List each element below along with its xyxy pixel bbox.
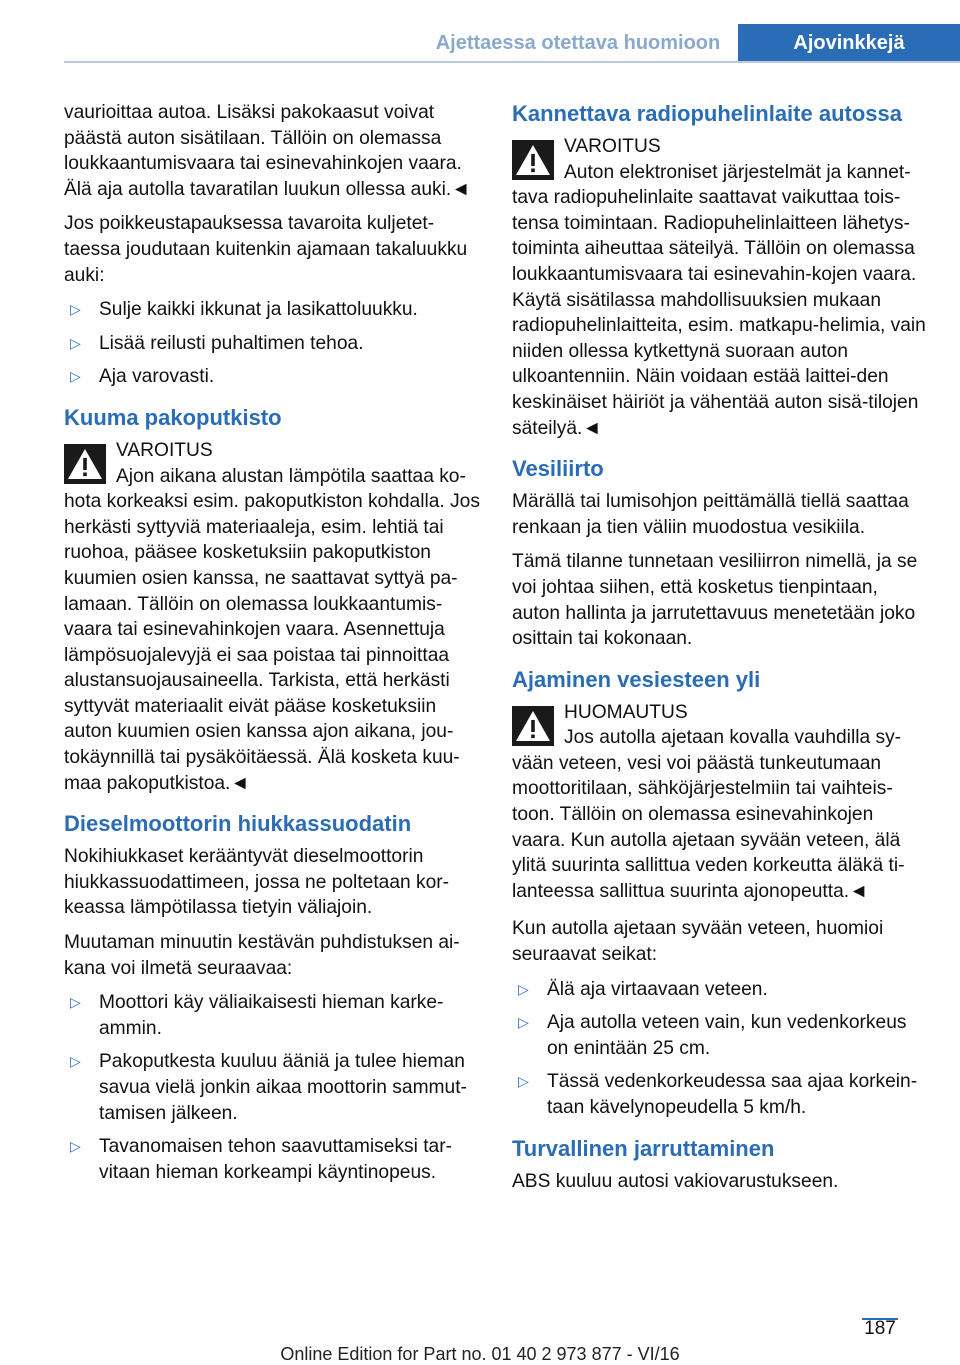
triangle-bullet-icon: ▷ bbox=[70, 368, 81, 385]
triangle-bullet-icon: ▷ bbox=[70, 334, 81, 351]
section-heading: Turvallinen jarruttaminen bbox=[512, 1135, 775, 1161]
paragraph: Nokihiukkaset kerääntyvät dieselmoottorin hiukkassuodattimeen, jossa ne poltetaan kor-keassa lämpötilassa tietyin väliajoin. bbox=[64, 846, 450, 919]
notice-block bbox=[512, 700, 928, 905]
left-column bbox=[64, 100, 480, 1195]
section-heading: Kannettava radiopuhelinlaite autossa bbox=[512, 101, 902, 126]
breadcrumb-chapter[interactable]: Ajettaessa otettava huomioon bbox=[435, 31, 721, 54]
triangle-bullet-icon: ▷ bbox=[70, 1053, 81, 1070]
list-item: ▷ Pakoputkesta kuuluu ääniä ja tulee hieman savua vielä jonkin aikaa moottorin sammut-tamisen jälkeen. bbox=[70, 1051, 467, 1124]
list-item: ▷ Aja autolla veteen vain, kun vedenkorkeus on enintään 25 cm. bbox=[518, 1012, 907, 1059]
section-heading: Ajaminen vesiesteen yli bbox=[512, 666, 761, 692]
list-item: ▷ Älä aja virtaavaan veteen. bbox=[512, 977, 928, 1003]
section-heading: Kuuma pakoputkisto bbox=[64, 404, 282, 430]
section-heading: Dieselmoottorin hiukkassuodatin bbox=[64, 811, 412, 837]
warning-text: Ajon aikana alustan lämpötila saattaa ko-hota korkeaksi esim. pakoputkiston kohdalla. Jos herkästi syttyviä materiaaleja, esim. lehtiä tai ruohoa, pääsee kosketuksiin pakoputkiston kuumien osien kanssa, ne saattavat syttyä pa-lamaan. Tällöin on olemassa loukkaantumis-vaara tai esinevahinkojen vaara. Asennettuja lämpösuojalevyjä ei saa poistaa tai pinnoittaa alustansuojausaineella. Tarkista, että herkästi syttyvät materiaalit eivät pääse kosketuksiin auton kuumien osien kanssa ajon aikana, jou-tokäynnillä tai pysäköitäessä. Älä kosketa kuu-maa pakoputkistoa.◄ bbox=[64, 465, 480, 794]
notice-text: Jos autolla ajetaan kovalla vauhdilla sy-vään veteen, vesi voi päästä tunkeutumaan moottoritilaan, sähköjärjestelmiin tai vaihteis-toon. Tällöin on olemassa esinevahinkojen vaara. Kun autolla ajetaan syvään veteen, älä ylitä suurinta sallittua veden korkeutta äläkä ti-lanteessa sallittua suurinta ajonopeutta.◄ bbox=[512, 727, 905, 902]
list-item: ▷ Lisää reilusti puhaltimen tehoa. bbox=[64, 331, 480, 357]
right-column bbox=[512, 100, 928, 1203]
page-number: 187 bbox=[864, 1318, 896, 1339]
triangle-bullet-icon: ▷ bbox=[70, 994, 81, 1011]
triangle-bullet-icon: ▷ bbox=[518, 1073, 529, 1090]
warning-triangle-icon bbox=[512, 706, 554, 746]
breadcrumb-section-active[interactable]: Ajovinkkejä bbox=[738, 24, 960, 62]
page-header bbox=[0, 0, 960, 62]
paragraph: Kun autolla ajetaan syvään veteen, huomioi seuraavat seikat: bbox=[512, 918, 884, 966]
notice-label: HUOMAUTUS bbox=[564, 701, 688, 723]
warning-triangle-icon bbox=[64, 444, 106, 484]
warning-text: Auton elektroniset järjestelmät ja kannet-tava radiopuhelinlaite saattavat vaikuttaa tois-tensa toimintaan. Radiopuhelinlaitteen lähetys-toiminta aiheuttaa säteilyä. Tällöin on olemassa loukkaantumisvaara tai esinevahin-kojen vaara. Käytä sisätilassa mahdollisuuksien mukaan radiopuhelinlaitteita, esim. matkapu-helimia, vain niiden ollessa kytkettynä suoraan auton ulkoantenniin. Näin voidaan estää laittei-den keskinäiset häiriöt ja vähentää auton sisä-tilojen säteilyä.◄ bbox=[512, 161, 926, 439]
paragraph: Tämä tilanne tunnetaan vesiliirron nimellä, ja se voi johtaa siihen, että kosketus tienpintaan, auton hallinta ja jarrutettavuus menetetään joko osittain tai kokonaan. bbox=[512, 551, 918, 650]
warning-block bbox=[512, 134, 928, 441]
warning-label: VAROITUS bbox=[116, 439, 213, 461]
warning-block bbox=[64, 438, 480, 796]
list-item: ▷ Tässä vedenkorkeudessa saa ajaa korkein-taan kävelynopeudella 5 km/h. bbox=[518, 1071, 918, 1118]
triangle-bullet-icon: ▷ bbox=[70, 1138, 81, 1155]
header-rule bbox=[64, 61, 960, 63]
warning-label: VAROITUS bbox=[564, 136, 661, 157]
edition-footer: Online Edition for Part no. 01 40 2 973 877 - VI/16 bbox=[280, 1344, 680, 1364]
paragraph: ABS kuuluu autosi vakiovarustukseen. bbox=[512, 1170, 839, 1192]
paragraph: Jos poikkeustapauksessa tavaroita kuljetet-taessa joudutaan kuitenkin ajamaan takaluukku auki: bbox=[64, 213, 468, 286]
list-item: ▷ Tavanomaisen tehon saavuttamiseksi tar-vitaan hieman korkeampi käyntinopeus. bbox=[70, 1136, 453, 1183]
triangle-bullet-icon: ▷ bbox=[518, 1014, 529, 1031]
triangle-bullet-icon: ▷ bbox=[70, 301, 81, 318]
paragraph: Muutaman minuutin kestävän puhdistuksen ai-kana voi ilmetä seuraavaa: bbox=[64, 932, 460, 979]
paragraph: Märällä tai lumisohjon peittämällä tiellä saattaa renkaan ja tien väliin muodostua vesikiila. bbox=[512, 491, 909, 538]
list-item: ▷ Moottori käy väliaikaisesti hieman karke-ammin. bbox=[70, 992, 444, 1039]
list-item: ▷ Sulje kaikki ikkunat ja lasikattoluukku. bbox=[64, 297, 480, 323]
list-item: ▷ Aja varovasti. bbox=[64, 364, 480, 390]
triangle-bullet-icon: ▷ bbox=[518, 980, 529, 997]
bullet-list bbox=[64, 297, 480, 390]
warning-triangle-icon bbox=[512, 140, 554, 180]
paragraph: vaurioittaa autoa. Lisäksi pakokaasut voivat päästä auton sisätilaan. Tällöin on olemassa loukkaantumisvaara tai esinevahinkojen vaara. Älä aja autolla tavaratilan luukun ollessa auki.◄ bbox=[64, 102, 471, 200]
section-heading: Vesiliirto bbox=[512, 456, 604, 482]
bullet-list bbox=[64, 990, 480, 1185]
bullet-list bbox=[512, 977, 928, 1121]
